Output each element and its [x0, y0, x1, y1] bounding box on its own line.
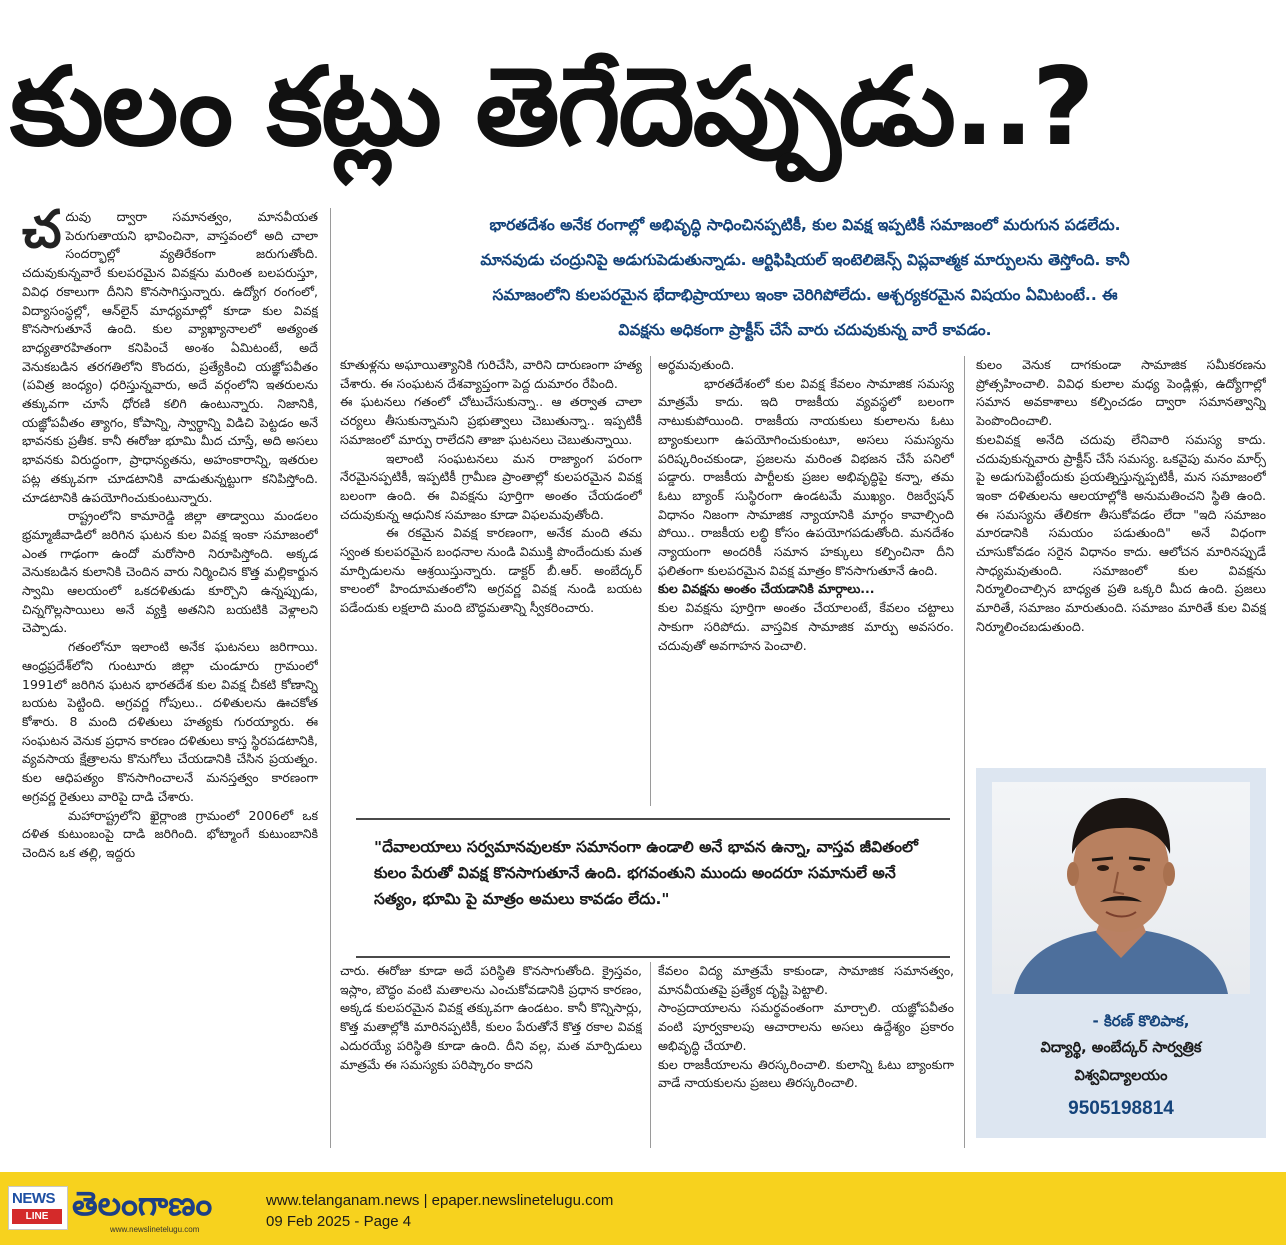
article-paragraph: కేవలం విద్య మాత్రమే కాకుండా, సామాజిక సమానత్వం, మానవీయతపై ప్రత్యేక దృష్టి పెట్టాలి. — [658, 963, 954, 997]
article-column-3-continued — [658, 962, 954, 1148]
article-column-3 — [658, 356, 954, 806]
brand-logo: తెలంగాణం — [72, 1184, 213, 1223]
article-paragraph: మహారాష్ట్రలోని ఖైర్లాంజి గ్రామంలో 2006లో ఒక దళిత కుటుంబంపై దాడి జరిగింది. భోట్మాంగే కుటుంబానికి చెందిన ఒక తల్లి, ఇద్దరు — [22, 807, 318, 860]
article-paragraph: కుల వివక్షను పూర్తిగా అంతం చేయాలంటే, కేవలం చట్టాలు సాకుగా సరిపోదు. వాస్తవిక సామాజిక మార్పు అవసరం. చదువుతో అవగాహన పెంచాలి. — [658, 600, 954, 653]
author-affiliation: విద్యార్థి, అంబేద్కర్ సార్వత్రిక — [1040, 1040, 1202, 1056]
article-paragraph: ఈ రకమైన వివక్ష కారణంగా, అనేక మంది తమ స్వంత కులపరమైన బంధనాల నుండి విముక్తి పొందేందుకు మత మార్పిడులను ఆశ్రయిస్తున్నారు. డాక్టర్ బీ.ఆర్. అంబేద్కర్ కాలంలో హిందూమతంలోని అగ్రవర్ణ వివక్ష నుండి బయట పడేందుకు లక్షలాది మంది బౌద్ధమతాన్ని స్వీకరించారు. — [340, 525, 642, 616]
article-column-1 — [22, 208, 318, 1148]
article-paragraph: చారు. ఈరోజు కూడా అదే పరిస్థితి కొనసాగుతోంది. క్రైస్తవం, ఇస్లాం, బౌద్ధం వంటి మతాలను ఎంచుకోవడానికి ప్రధాన కారణం, అక్కడ కులపరమైన వివక్ష తక్కువగా ఉండటం. కానీ కొన్నిసార్లు, కొత్త మతాల్లోకి మారినప్పటికీ, కులం పేరుతోనే కొత్త రకాల వివక్ష ఎదురయ్యే పరిస్థితి కూడా ఉంది. దీని వల్ల, మత మార్పిడులు మాత్రమే ఈ సమస్యకు పరిష్కారం కాదని — [340, 963, 642, 1072]
standfirst-line: సమాజంలోని కులపరమైన భేదాభిప్రాయాలు ఇంకా చెరిగిపోలేదు. ఆశ్చర్యకరమైన విషయం ఏమిటంటే.. ఈ — [492, 286, 1118, 304]
paragraph-text: దువు ద్వారా సమానత్వం, మానవీయత పెరుగుతాయని భావించినా, వాస్తవంలో అది చాలా సందర్భాల్లో వ్యతిరేకంగా జరుగుతోంది. చదువుకున్నవారే కులపరమైన వివక్షను మరింత బలపరుస్తూ, వివిధ రకాలుగా దీనిని కొనసాగిస్తున్నారు. ఉద్యోగ రంగంలో, విద్యాసంస్థల్లో, ఆన్‌లైన్ మాధ్యమాల్లో కూడా కుల వివక్ష కొనసాగుతూనే ఉంది. కుల వ్యాఖ్యానాలలో అత్యంత బాధ్యతారహితంగా కనిపించే అంశం ఏమిటంటే, అదే వెనుకబడిన తరగతిలోని కొందరు, ప్రత్యేకించి యజ్ఞోపవీతం (పవిత్ర జంధ్యం) ధరిస్తున్నవారు, అదే వర్గంలోని ఇతరులను తక్కువగా చూసే ధోరణి కలిగి ఉంటున్నారు. నిజానికి, యజ్ఞోపవీతం త్యాగం, కోపాన్ని, స్వార్థాన్ని విడిచి పెట్టడం అనే భావనకు ప్రతీక. కానీ ఈరోజు భూమి మీద చూస్తే, అది అసలు భావనకు విరుద్ధంగా, ప్రాధాన్యతను, అహంకారాన్ని, ఇతరుల పట్ల తక్కువగా చూడటానికి వాడుతున్నట్టుగా కనిపిస్తోంది. చూడటానికి ఉపయోగించుకుంటున్నారు. — [22, 209, 318, 505]
article-paragraph: కులవివక్ష అనేది చదువు లేనివారి సమస్య కాదు. చదువుకున్నవారు ప్రాక్టీస్ చేసే సమస్య. ఒకవైపు మనం మార్స్ పై అడుగుపెట్టేందుకు ప్రయత్నిస్తున్నప్పటికీ, మన సమాజంలో ఇంకా దళితులను ఆలయాల్లోకి అనుమతించని స్థితి ఉంది. ఈ సమస్యను తేలికగా తీసుకోవడం లేదా "ఇది సమాజం మారడానికి సమయం పడుతుంది" అనే విధంగా చూసుకోవడం సరైన విధానం కాదు. ఆలోచన మారినప్పుడే సాధ్యమవుతుంది. సమాజంలో కుల వివక్షను నిర్మూలించాల్సిన బాధ్యత ప్రతి ఒక్కరి మీద ఉంది. ప్రజలు మారితే, సమాజం మారుతుంది. సమాజం మారితే కుల వివక్ష నిర్మూలించబడుతుంది. — [976, 431, 1266, 634]
article-column-2-continued — [340, 962, 642, 1148]
pull-quote — [356, 818, 950, 958]
newsline-logo — [8, 1186, 68, 1230]
article-paragraph: సాంప్రదాయాలను సమర్థవంతంగా మార్చాలి. యజ్ఞోపవీతం వంటి పూర్వకాలపు ఆచారాలను అసలు ఉద్దేశ్యం ప్రకారం అభివృద్ధి చేయాలి. — [658, 1000, 954, 1053]
column-divider — [964, 356, 965, 808]
author-credit — [976, 1008, 1266, 1126]
article-column-4 — [976, 356, 1266, 748]
standfirst-line: భారతదేశం అనేక రంగాల్లో అభివృద్ధి సాధించినప్పటికీ, కుల వివక్ష ఇప్పటికీ సమాజంలో మరుగున పడలేదు. — [489, 216, 1121, 234]
standfirst-line: మానవుడు చంద్రునిపై అడుగుపెడుతున్నాడు. ఆర్టిఫిషియల్ ఇంటెలిజెన్స్ విప్లవాత్మక మార్పులను తెస్తోంది. కానీ — [480, 251, 1130, 269]
drop-cap: చ — [22, 208, 62, 260]
article-paragraph — [22, 208, 318, 507]
article-paragraph: ఈ ఘటనలు గతంలో చోటుచేసుకున్నా.. ఆ తర్వాత చాలా చర్యలు తీసుకున్నామని ప్రభుత్వాలు చెబుతున్నా.. ఇప్పటికీ సమాజంలో మార్పు రాలేదని తాజా ఘటనలు చెబుతున్నాయి. — [340, 394, 642, 447]
article-paragraph: అర్థమవుతుంది. — [658, 357, 735, 372]
standfirst — [346, 208, 1264, 348]
column-divider — [650, 962, 651, 1148]
author-name: - కిరణ్ కొలిపాక, — [1092, 1012, 1190, 1030]
logo-news-text: NEWS — [12, 1190, 55, 1207]
footer-bar — [0, 1172, 1286, 1245]
article-paragraph: రాష్ట్రంలోని కామారెడ్డి జిల్లా తాడ్వాయి మండలం భ్రమ్మాజీవాడిలో జరిగిన ఘటన కుల వివక్ష ఇంకా సమాజంలో ఎంత గాఢంగా ఉందో మరోసారి నిరూపిస్తోంది. అక్కడ వెనుకబడిన కులానికి చెందిన వారు నిర్మించిన కొత్త మల్లికార్జున స్వామి ఆలయంలో ఒకదళితుడు కూర్చొని ఉన్నప్పుడు, చిన్నగొల్లసాయిలు అనే వ్యక్తి అతనిని బయటికి వెళ్లాలని చెప్పాడు. — [22, 508, 318, 636]
column-divider — [650, 356, 651, 806]
footer-date-page: 09 Feb 2025 - Page 4 — [266, 1213, 412, 1230]
article-paragraph: కులం వెనుక దాగకుండా సామాజిక సమీకరణను ప్రోత్సహించాలి. వివిధ కులాల మధ్య పెండ్లిళ్లు, ఉద్యోగాల్లో సమాన అవకాశాలు కల్పించడం ద్వారా సమానత్వాన్ని పెంపొందించాలి. — [976, 357, 1266, 429]
section-subheading: కుల వివక్షను అంతం చేయడానికి మార్గాలు... — [658, 581, 875, 597]
article-paragraph: గతంలోనూ ఇలాంటి అనేక ఘటనలు జరిగాయి. ఆంధ్రప్రదేశ్‌లోని గుంటూరు జిల్లా చుండూరు గ్రామంలో 1991లో జరిగిన ఘటన భారతదేశ కుల వివక్ష చీకటి కోణాన్ని బయట పెట్టింది. అగ్రవర్ణ గోపులు.. దళితులను ఊచకోత కోశారు. 8 మంది దళితులు హత్యకు గురయ్యారు. ఈ సంఘటన వెనుక ప్రధాన కారణం దళితులు కాస్త స్థిరపడటానికి, వ్యవసాయ క్షేత్రాలను కొనుగోలు చేయడానికి చేసిన ప్రయత్నం. కుల ఆధిపత్యం కొనసాగించాలనే మనస్తత్వం కారణంగా అగ్రవర్ణ రైతులు వారిపై దాడి చేశారు. — [22, 639, 318, 804]
standfirst-line: వివక్షను అధికంగా ప్రాక్టీస్ చేసే వారు చదువుకున్న వారే కావడం. — [618, 321, 992, 339]
article-column-2 — [340, 356, 642, 806]
headline: కులం కట్లు తెగేదెప్పుడు..? — [10, 45, 1093, 170]
author-phone: 9505198814 — [1068, 1098, 1174, 1119]
column-divider — [964, 808, 965, 1148]
author-affiliation: విశ్వవిద్యాలయం — [1074, 1068, 1168, 1084]
article-paragraph: భారతదేశంలో కుల వివక్ష కేవలం సామాజిక సమస్య మాత్రమే కాదు. ఇది రాజకీయ వ్యవస్థలో బలంగా నాటుకుపోయింది. రాజకీయ నాయకులు కులాలను ఓటు బ్యాంకులుగా ఉపయోగించుకుంటూ, అసలు సమస్యను పరిష్కరించకుండా, ప్రజలను మరింత విభజన చేసే పనిలో పడ్డారు. రాజకీయ పార్టీలకు ప్రజల అభివృద్ధిపై కన్నా, తమ ఓటు బ్యాంక్ సుస్థిరంగా ఉండటమే ముఖ్యం. రిజర్వేషన్ విధానం నిజంగా సామాజిక న్యాయానికి మార్గం కావాల్సింది పోయి.. రాజకీయ లబ్ధి కోసం ఉపయోగపడుతోంది. మనదేశం న్యాయంగా అందరికీ సమాన హక్కులు కల్పించినా దీని ఫలితంగా కులపరమైన వివక్ష మాత్రం కొనసాగుతూనే ఉంది. — [658, 375, 954, 578]
article-paragraph: కుల రాజకీయాలను తిరస్కరించాలి. కులాన్ని ఓటు బ్యాంకుగా వాడే నాయకులను ప్రజలు తిరస్కరించాలి. — [658, 1056, 954, 1091]
article-paragraph: కూతుళ్లను అఘాయిత్యానికి గురిచేసి, వారిని దారుణంగా హత్య చేశారు. ఈ సంఘటన దేశవ్యాప్తంగా పెద్ద దుమారం రేపింది. — [340, 357, 642, 391]
article-paragraph: ఇలాంటి సంఘటనలు మన రాజ్యాంగ పరంగా నేరమైనప్పటికీ, ఇప్పటికీ గ్రామీణ ప్రాంతాల్లో కులపరమైన వివక్ష బలంగా ఉంది. ఈ వివక్షను పూర్తిగా అంతం చేయడంలో చదువుకున్న ఆధునిక సమాజం కూడా విఫలమవుతోంది. — [340, 450, 642, 522]
author-box — [976, 768, 1266, 1138]
logo-line-text: LINE — [12, 1209, 62, 1224]
logo-website: www.newslinetelugu.com — [110, 1225, 200, 1234]
pull-quote-text: "దేవాలయాలు సర్వమానవులకూ సమానంగా ఉండాలి అనే భావన ఉన్నా, వాస్తవ జీవితంలో కులం పేరుతో వివక్ష కొనసాగుతూనే ఉంది. భగవంతుని ముందు అందరూ సమానులే అనే సత్యం, భూమి పై మాత్రం అమలు కావడం లేదు." — [374, 838, 918, 908]
author-portrait-image — [992, 782, 1250, 994]
author-photo — [992, 782, 1250, 994]
footer-links[interactable]: www.telanganam.news | epaper.newslinetelugu.com — [266, 1192, 614, 1209]
column-divider — [330, 208, 331, 1148]
